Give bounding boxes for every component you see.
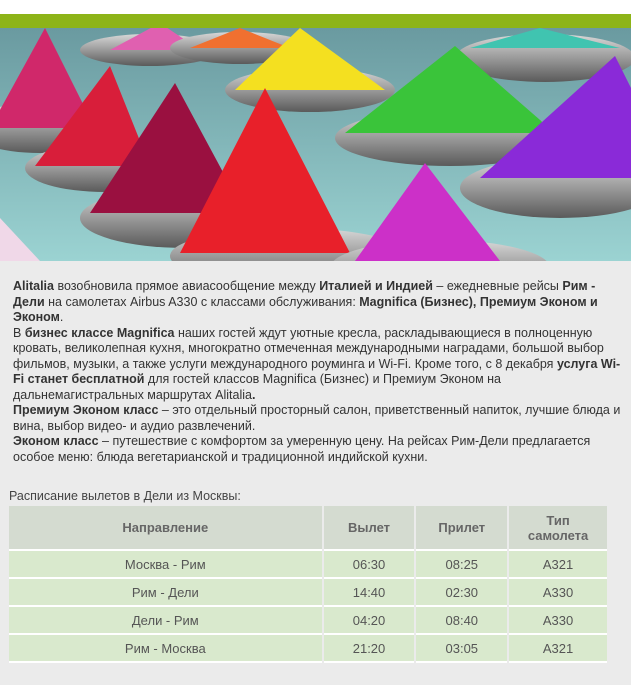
- text-bold: Премиум Эконом класс: [13, 403, 159, 417]
- text-bold: Эконом класс: [13, 434, 99, 448]
- table-header-row: [9, 506, 607, 551]
- content-area: [0, 261, 631, 685]
- header-direction: Направление: [9, 506, 322, 551]
- paragraph-economy: [13, 434, 625, 465]
- schedule-title: Расписание вылетов в Дели из Москвы:: [9, 489, 241, 503]
- text: для гостей классов Magnifica (Бизнес) и Премиум Эконом на дальнемагистральных маршрутах Alitalia: [13, 372, 501, 402]
- table-row: [9, 579, 607, 607]
- text-bold: Италией и Индией: [319, 279, 433, 293]
- cell-aircraft: A330: [509, 579, 607, 607]
- text: В: [13, 325, 25, 340]
- paragraph-business: [13, 326, 625, 404]
- paragraph-premium: [13, 403, 625, 434]
- cell-direction: Дели - Рим: [9, 607, 322, 635]
- text: возобновила прямое авиасообщение между: [54, 279, 320, 293]
- header-departure: Вылет: [324, 506, 415, 551]
- cell-aircraft: A321: [509, 635, 607, 663]
- cell-direction: Москва - Рим: [9, 551, 322, 579]
- cell-arrival: 03:05: [416, 635, 507, 663]
- paragraph-intro: [13, 279, 625, 326]
- cell-direction: Рим - Москва: [9, 635, 322, 663]
- cell-arrival: 08:40: [416, 607, 507, 635]
- text: .: [59, 310, 64, 324]
- text-bold: услуга Wi-Fi станет бесплатной: [13, 356, 621, 386]
- header-arrival: Прилет: [416, 506, 507, 551]
- cell-aircraft: A321: [509, 551, 607, 579]
- cell-departure: 06:30: [324, 551, 415, 579]
- table-row: [9, 551, 607, 579]
- cell-departure: 04:20: [324, 607, 415, 635]
- brand-name: Alitalia: [13, 279, 54, 293]
- text-bold: бизнес классе Magnifica: [24, 325, 175, 340]
- header-aircraft-line2: самолета: [527, 527, 589, 543]
- cell-arrival: 02:30: [416, 579, 507, 607]
- cell-direction: Рим - Дели: [9, 579, 322, 607]
- text: наших гостей ждут уютные кресла, раскладывающиеся в полноценную кровать, великолепная кухня, многократно отмеченная международными наградами, большой выбор фильмов, музыки, а также услуги международного роуминга и Wi-Fi. Кроме того, с 8 декабря: [13, 325, 604, 371]
- table-row: [9, 607, 607, 635]
- text-bold: Рим - Дели: [13, 279, 596, 309]
- text: – путешествие с комфортом за умеренную цену. На рейсах Рим-Дели предлагается особое меню: блюда вегетарианской и традиционной индийской кухни.: [13, 434, 591, 464]
- article-text: [13, 279, 625, 465]
- text: – ежедневные рейсы: [432, 279, 563, 293]
- header-aircraft: [509, 506, 607, 551]
- top-accent-bar: [0, 14, 631, 28]
- cell-departure: 21:20: [324, 635, 415, 663]
- table-row: [9, 635, 607, 663]
- cell-arrival: 08:25: [416, 551, 507, 579]
- text-bold: .: [251, 387, 256, 402]
- schedule-table: [7, 506, 609, 663]
- text: на самолетах Airbus A330 с классами обслуживания:: [44, 294, 360, 309]
- hero-image: [0, 28, 631, 261]
- colored-powder-cones-photo: [0, 28, 631, 261]
- cell-aircraft: A330: [509, 607, 607, 635]
- text-bold: Magnifica (Бизнес), Премиум Эконом и Эконом: [13, 294, 598, 324]
- header-aircraft-line1: Тип: [546, 512, 570, 528]
- text: – это отдельный просторный салон, приветственный напиток, лучшие блюда и вина, выбор видео- и аудио развлечений.: [13, 403, 621, 433]
- cell-departure: 14:40: [324, 579, 415, 607]
